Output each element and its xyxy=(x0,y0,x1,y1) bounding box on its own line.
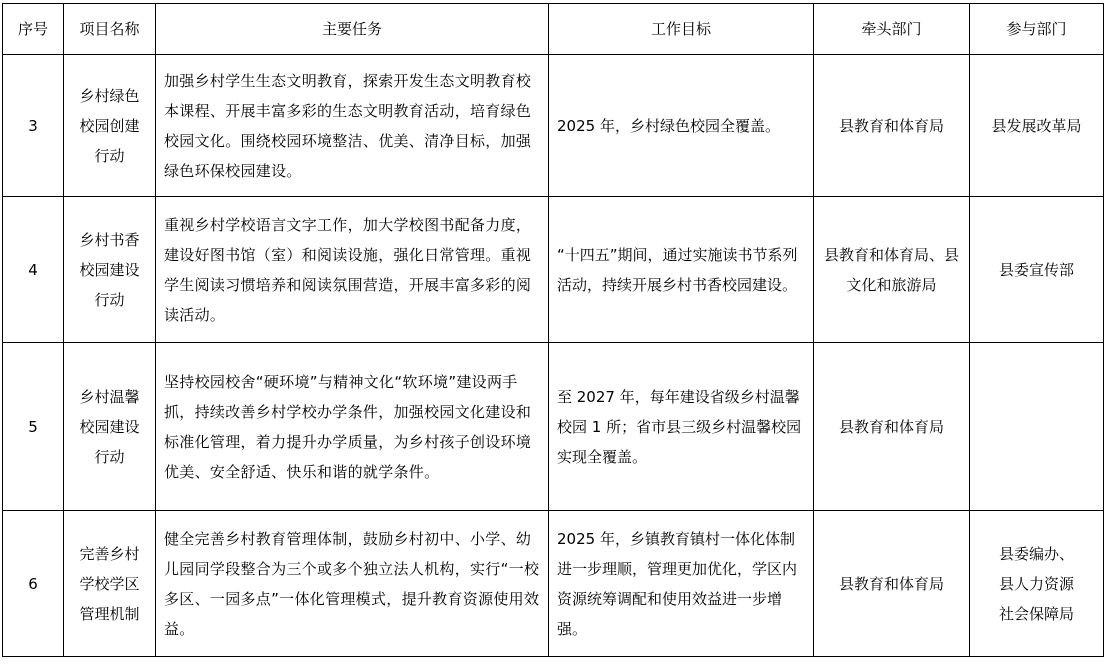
row-participant-line: 县委宣传部 xyxy=(998,260,1074,279)
row-participants xyxy=(970,343,1104,511)
row-name-line: 校园建设 xyxy=(79,260,140,279)
header-lead: 牵头部门 xyxy=(814,4,970,55)
row-name xyxy=(64,343,156,511)
row-name-line: 行动 xyxy=(94,447,125,466)
row-name xyxy=(64,55,156,197)
row-name-line: 管理机制 xyxy=(79,604,140,623)
row-num: 5 xyxy=(3,343,64,511)
row-task: 重视乡村学校语言文字工作，加大学校图书配备力度，建设好图书馆（室）和阅读设施，强化日常管理。重视学生阅读习惯培养和阅读氛围营造，开展丰富多彩的阅读活动。 xyxy=(156,197,549,343)
row-task: 健全完善乡村教育管理体制，鼓励乡村初中、小学、幼儿园同学段整合为三个或多个独立法人机构，实行“一校多区、一园多点”一体化管理模式，提升教育资源使用效益。 xyxy=(156,511,549,657)
row-participant-line: 县委编办、 xyxy=(998,544,1074,563)
table-header-row xyxy=(3,4,1104,55)
row-name-line: 校园建设 xyxy=(79,417,140,436)
row-task: 坚持校园校舍“硬环境”与精神文化“软环境”建设两手抓，持续改善乡村学校办学条件，加强校园文化建设和标准化管理，着力提升办学质量，为乡村孩子创设环境优美、安全舒适、快乐和谐的就学条件。 xyxy=(156,343,549,511)
table-row xyxy=(3,55,1104,197)
table-row xyxy=(3,343,1104,511)
row-name-line: 学校学区 xyxy=(79,574,140,593)
row-participants xyxy=(970,197,1104,343)
row-name-line: 乡村绿色 xyxy=(79,86,140,105)
row-name-line: 完善乡村 xyxy=(79,544,140,563)
header-goal: 工作目标 xyxy=(549,4,814,55)
row-name-line: 行动 xyxy=(94,146,125,165)
row-name-line: 乡村书香 xyxy=(79,230,140,249)
row-name-line: 行动 xyxy=(94,290,125,309)
header-participants: 参与部门 xyxy=(970,4,1104,55)
task-table xyxy=(2,3,1104,657)
row-num: 4 xyxy=(3,197,64,343)
row-name xyxy=(64,197,156,343)
row-participant-line: 县发展改革局 xyxy=(991,116,1082,135)
row-goal: 2025 年，乡镇教育镇村一体化体制进一步理顺，管理更加优化，学区内资源统筹调配和使用效益进一步增强。 xyxy=(549,511,814,657)
row-lead: 县教育和体育局 xyxy=(814,511,970,657)
row-name-line: 校园创建 xyxy=(79,116,140,135)
row-num: 6 xyxy=(3,511,64,657)
row-participants xyxy=(970,511,1104,657)
table-row xyxy=(3,197,1104,343)
row-task: 加强乡村学生生态文明教育，探索开发生态文明教育校本课程、开展丰富多彩的生态文明教育活动，培育绿色校园文化。围绕校园环境整洁、优美、清净目标，加强绿色环保校园建设。 xyxy=(156,55,549,197)
row-name xyxy=(64,511,156,657)
row-lead: 县教育和体育局 xyxy=(814,55,970,197)
row-lead: 县教育和体育局、县文化和旅游局 xyxy=(814,197,970,343)
row-lead: 县教育和体育局 xyxy=(814,343,970,511)
table-row xyxy=(3,511,1104,657)
row-participant-line: 社会保障局 xyxy=(998,604,1074,623)
row-name-line: 乡村温馨 xyxy=(79,387,140,406)
row-goal: 2025 年，乡村绿色校园全覆盖。 xyxy=(549,55,814,197)
row-goal: 至 2027 年，每年建设省级乡村温馨校园 1 所；省市县三级乡村温馨校园实现全覆盖。 xyxy=(549,343,814,511)
header-name: 项目名称 xyxy=(64,4,156,55)
row-participants xyxy=(970,55,1104,197)
row-goal: “十四五”期间，通过实施读书节系列活动，持续开展乡村书香校园建设。 xyxy=(549,197,814,343)
header-num: 序号 xyxy=(3,4,64,55)
row-num: 3 xyxy=(3,55,64,197)
header-task: 主要任务 xyxy=(156,4,549,55)
row-participant-line: 县人力资源 xyxy=(998,574,1074,593)
